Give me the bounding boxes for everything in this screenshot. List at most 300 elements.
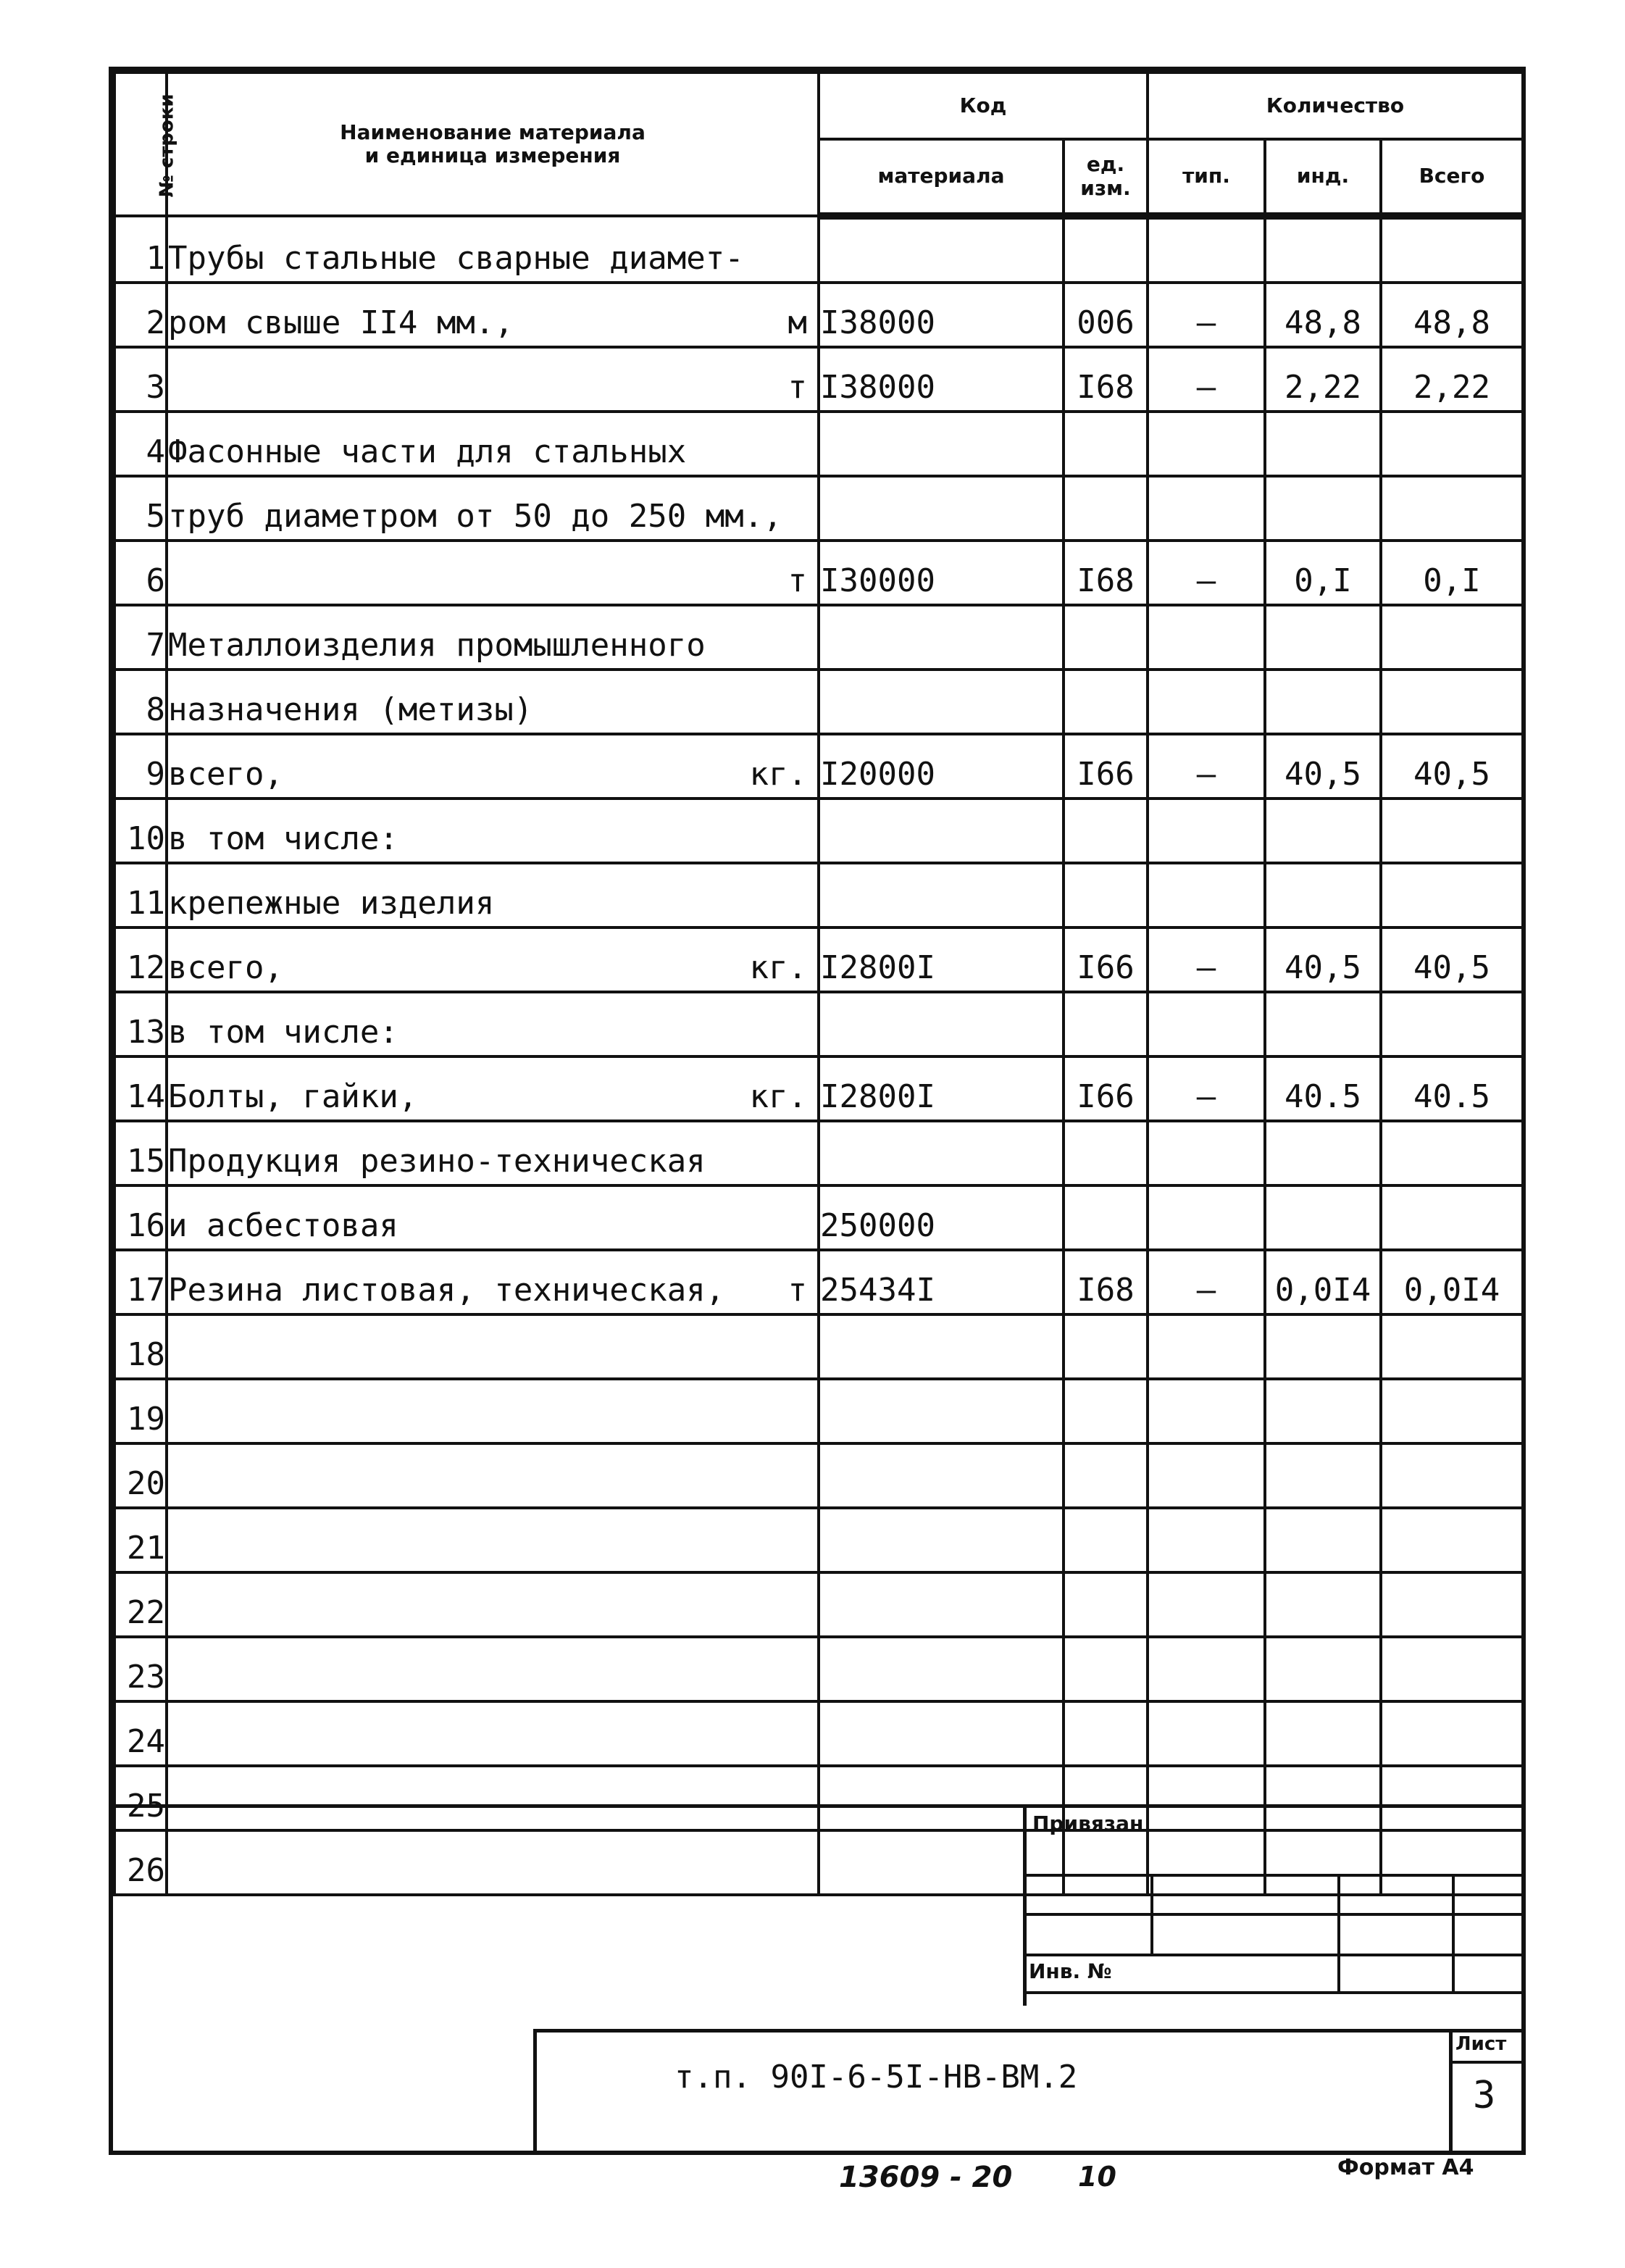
material-name: всего, xyxy=(168,949,283,986)
name-header-line2: и единица измерения xyxy=(364,143,621,167)
quantity-ind-cell xyxy=(1265,1314,1381,1379)
quantity-total-cell xyxy=(1381,1056,1523,1121)
quantity-total: 0,I xyxy=(1423,562,1481,599)
material-name: в том числе: xyxy=(168,820,398,857)
quantity-ind: 0,0I4 xyxy=(1274,1272,1371,1309)
row-number: 26 xyxy=(127,1852,165,1889)
quantity-ind: 40,5 xyxy=(1284,949,1361,986)
material-code-cell xyxy=(819,734,1064,799)
unit-code-cell xyxy=(1064,1250,1148,1314)
row-number-cell xyxy=(114,1379,167,1443)
quantity-total-cell xyxy=(1381,541,1523,605)
unit-code-cell xyxy=(1064,1443,1148,1508)
quantity-total-cell xyxy=(1381,1637,1523,1701)
quantity-typ-cell xyxy=(1148,799,1265,863)
table-row xyxy=(114,1185,1523,1250)
material-code-cell xyxy=(819,863,1064,927)
material-name-cell xyxy=(167,1443,819,1508)
material-name-cell xyxy=(167,283,819,347)
row-number: 23 xyxy=(127,1659,165,1696)
material-name-cell xyxy=(167,927,819,992)
table-row xyxy=(114,1508,1523,1572)
material-name-cell xyxy=(167,734,819,799)
material-name-cell xyxy=(167,670,819,734)
quantity-total-cell xyxy=(1381,412,1523,476)
paper-format-label: Формат А4 xyxy=(1337,2155,1474,2180)
quantity-typ-cell xyxy=(1148,1637,1265,1701)
materials-table xyxy=(113,71,1524,1896)
quantity-total-cell xyxy=(1381,927,1523,992)
material-name-cell xyxy=(167,1379,819,1443)
material-name: Трубы стальные сварные диамет- xyxy=(168,240,744,277)
row-number: 13 xyxy=(127,1014,165,1051)
quantity-ind-cell xyxy=(1265,412,1381,476)
material-code-cell xyxy=(819,1701,1064,1766)
unit-of-measure: кг. xyxy=(749,756,807,793)
unit-code-cell xyxy=(1064,412,1148,476)
row-number: 14 xyxy=(127,1078,165,1115)
material-code-cell xyxy=(819,670,1064,734)
row-number: 21 xyxy=(127,1530,165,1567)
quantity-typ-cell xyxy=(1148,541,1265,605)
unit-code-cell xyxy=(1064,1637,1148,1701)
unit-code-cell xyxy=(1064,734,1148,799)
quantity-typ-cell xyxy=(1148,1701,1265,1766)
material-name-cell xyxy=(167,412,819,476)
row-number-cell xyxy=(114,1185,167,1250)
material-name: и асбестовая xyxy=(168,1207,398,1244)
unit-code: I68 xyxy=(1077,1272,1135,1309)
spec-sheet xyxy=(109,67,1526,2155)
table-row xyxy=(114,412,1523,476)
document-code-block xyxy=(533,2029,1521,2151)
table-row xyxy=(114,992,1523,1056)
material-name-cell xyxy=(167,799,819,863)
unit-code-cell xyxy=(1064,283,1148,347)
row-number-cell xyxy=(114,1121,167,1185)
quantity-typ-cell xyxy=(1148,283,1265,347)
material-code-cell xyxy=(819,1185,1064,1250)
quantity-typ-cell xyxy=(1148,1572,1265,1637)
quantity-ind: 40.5 xyxy=(1284,1078,1361,1115)
quantity-total-cell xyxy=(1381,863,1523,927)
title-block xyxy=(113,1804,1521,2151)
quantity-total: 40,5 xyxy=(1413,756,1490,793)
row-number-cell xyxy=(114,541,167,605)
row-number: 6 xyxy=(146,562,165,599)
quantity-typ-cell xyxy=(1148,216,1265,283)
material-code: I20000 xyxy=(820,756,935,793)
quantity-ind-cell xyxy=(1265,283,1381,347)
quantity-typ-cell xyxy=(1148,734,1265,799)
material-name-cell xyxy=(167,863,819,927)
material-code-cell xyxy=(819,541,1064,605)
quantity-total-cell xyxy=(1381,476,1523,541)
material-code-cell xyxy=(819,927,1064,992)
table-row xyxy=(114,1637,1523,1701)
quantity-typ: – xyxy=(1196,756,1216,793)
material-code-cell xyxy=(819,1637,1064,1701)
quantity-typ-cell xyxy=(1148,863,1265,927)
unit-code-cell xyxy=(1064,670,1148,734)
quantity-typ: – xyxy=(1196,304,1216,341)
material-code-cell xyxy=(819,1056,1064,1121)
unit-code-cell xyxy=(1064,927,1148,992)
material-code-cell xyxy=(819,1508,1064,1572)
quantity-ind-cell xyxy=(1265,541,1381,605)
unit-code-cell xyxy=(1064,1572,1148,1637)
row-number-cell xyxy=(114,1637,167,1701)
unit-of-measure: т xyxy=(788,562,807,599)
material-code-cell xyxy=(819,1443,1064,1508)
row-number-cell xyxy=(114,1250,167,1314)
sheet-label: Лист xyxy=(1455,2033,1507,2055)
row-number-cell xyxy=(114,1314,167,1379)
quantity-total: 2,22 xyxy=(1413,369,1490,406)
row-number-cell xyxy=(114,1701,167,1766)
quantity-total-cell xyxy=(1381,1572,1523,1637)
quantity-typ-cell xyxy=(1148,605,1265,670)
quantity-ind-cell xyxy=(1265,1379,1381,1443)
quantity-ind-cell xyxy=(1265,1185,1381,1250)
sheet-number: 3 xyxy=(1473,2074,1496,2117)
table-row xyxy=(114,541,1523,605)
row-number-cell xyxy=(114,927,167,992)
table-row xyxy=(114,1572,1523,1637)
quantity-ind-cell xyxy=(1265,1701,1381,1766)
quantity-ind-cell xyxy=(1265,670,1381,734)
quantity-typ: – xyxy=(1196,1272,1216,1309)
material-name-cell xyxy=(167,1508,819,1572)
row-number: 20 xyxy=(127,1465,165,1502)
unit-of-measure: кг. xyxy=(749,1078,807,1115)
material-name: крепежные изделия xyxy=(168,885,495,922)
quantity-total-cell xyxy=(1381,670,1523,734)
table-row xyxy=(114,283,1523,347)
row-number: 16 xyxy=(127,1207,165,1244)
unit-code: I66 xyxy=(1077,1078,1135,1115)
row-number: 2 xyxy=(146,304,165,341)
material-code: I2800I xyxy=(820,949,935,986)
unit-code: I66 xyxy=(1077,949,1135,986)
linked-label: Привязан xyxy=(1032,1812,1144,1835)
quantity-total-cell xyxy=(1381,216,1523,283)
quantity-total-cell xyxy=(1381,347,1523,412)
row-number-cell xyxy=(114,799,167,863)
row-number: 7 xyxy=(146,627,165,664)
unit-of-measure: т xyxy=(788,369,807,406)
quantity-typ-cell xyxy=(1148,1250,1265,1314)
row-number: 12 xyxy=(127,949,165,986)
typ-header: тип. xyxy=(1148,139,1265,216)
quantity-total-cell xyxy=(1381,1508,1523,1572)
quantity-typ: – xyxy=(1196,1078,1216,1115)
unit-code-cell xyxy=(1064,1056,1148,1121)
quantity-total-cell xyxy=(1381,283,1523,347)
quantity-ind-cell xyxy=(1265,1443,1381,1508)
unit-code-header xyxy=(1064,139,1148,216)
table-row xyxy=(114,1379,1523,1443)
row-number: 25 xyxy=(127,1788,165,1825)
quantity-ind-cell xyxy=(1265,799,1381,863)
quantity-typ: – xyxy=(1196,949,1216,986)
row-number: 11 xyxy=(127,885,165,922)
quantity-typ-cell xyxy=(1148,412,1265,476)
material-name-cell xyxy=(167,1314,819,1379)
unit-code-cell xyxy=(1064,992,1148,1056)
unit-code-header-line2: изм. xyxy=(1080,175,1131,200)
materials-body xyxy=(114,216,1523,1895)
material-code-cell xyxy=(819,1572,1064,1637)
unit-code-cell xyxy=(1064,216,1148,283)
material-code-cell xyxy=(819,1250,1064,1314)
quantity-ind-cell xyxy=(1265,1637,1381,1701)
unit-of-measure: т xyxy=(788,1272,807,1309)
material-code-cell xyxy=(819,799,1064,863)
table-row xyxy=(114,927,1523,992)
unit-code: I66 xyxy=(1077,756,1135,793)
unit-code-cell xyxy=(1064,347,1148,412)
quantity-total-cell xyxy=(1381,1701,1523,1766)
table-row xyxy=(114,1250,1523,1314)
unit-code-cell xyxy=(1064,1379,1148,1443)
material-name-cell xyxy=(167,1637,819,1701)
row-number-cell xyxy=(114,476,167,541)
table-row xyxy=(114,1121,1523,1185)
quantity-total-cell xyxy=(1381,1185,1523,1250)
quantity-ind-cell xyxy=(1265,992,1381,1056)
row-number: 4 xyxy=(146,433,165,470)
unit-code-cell xyxy=(1064,541,1148,605)
table-row xyxy=(114,347,1523,412)
material-code: I2800I xyxy=(820,1078,935,1115)
table-row xyxy=(114,1701,1523,1766)
row-number-cell xyxy=(114,283,167,347)
quantity-ind: 40,5 xyxy=(1284,756,1361,793)
quantity-total-cell xyxy=(1381,1250,1523,1314)
quantity-ind-cell xyxy=(1265,605,1381,670)
quantity-typ: – xyxy=(1196,562,1216,599)
material-code-cell xyxy=(819,1121,1064,1185)
material-name-cell xyxy=(167,1056,819,1121)
quantity-ind-cell xyxy=(1265,1121,1381,1185)
material-code-header: материала xyxy=(819,139,1064,216)
unit-code-cell xyxy=(1064,476,1148,541)
row-number: 17 xyxy=(127,1272,165,1309)
unit-code-cell xyxy=(1064,1121,1148,1185)
material-name: Металлоизделия промышленного xyxy=(168,627,706,664)
row-number: 5 xyxy=(146,498,165,535)
quantity-ind-cell xyxy=(1265,927,1381,992)
material-name-cell xyxy=(167,1250,819,1314)
material-name: Резина листовая, техническая, xyxy=(168,1272,725,1309)
material-name-cell xyxy=(167,605,819,670)
name-header-line1: Наименование материала xyxy=(340,120,646,144)
quantity-typ: – xyxy=(1196,369,1216,406)
material-name: всего, xyxy=(168,756,283,793)
material-name: труб диаметром от 50 до 250 мм., xyxy=(168,498,782,535)
row-number-cell xyxy=(114,1572,167,1637)
material-name: ром свыше II4 мм., xyxy=(168,304,514,341)
table-row xyxy=(114,1443,1523,1508)
unit-code-cell xyxy=(1064,605,1148,670)
row-number: 18 xyxy=(127,1336,165,1373)
row-number: 9 xyxy=(146,756,165,793)
row-number-header: № строки xyxy=(114,72,167,216)
material-code: I30000 xyxy=(820,562,935,599)
material-code: I38000 xyxy=(820,369,935,406)
row-number-cell xyxy=(114,412,167,476)
row-number: 15 xyxy=(127,1143,165,1180)
quantity-ind-cell xyxy=(1265,476,1381,541)
material-code-cell xyxy=(819,1379,1064,1443)
quantity-typ-cell xyxy=(1148,1508,1265,1572)
quantity-ind-cell xyxy=(1265,347,1381,412)
material-code: 25434I xyxy=(820,1272,935,1309)
quantity-typ-cell xyxy=(1148,1443,1265,1508)
material-code-cell xyxy=(819,412,1064,476)
handwritten-registration-number: 13609 - 20 xyxy=(839,2161,1013,2194)
quantity-ind-cell xyxy=(1265,1572,1381,1637)
table-row xyxy=(114,476,1523,541)
unit-code-cell xyxy=(1064,1508,1148,1572)
quantity-total-cell xyxy=(1381,734,1523,799)
material-name-cell xyxy=(167,1572,819,1637)
table-row xyxy=(114,670,1523,734)
ind-header: инд. xyxy=(1265,139,1381,216)
material-code-cell xyxy=(819,992,1064,1056)
quantity-ind-cell xyxy=(1265,1508,1381,1572)
name-header xyxy=(167,72,819,216)
row-number: 19 xyxy=(127,1401,165,1438)
material-name: в том числе: xyxy=(168,1014,398,1051)
row-number-cell xyxy=(114,670,167,734)
material-name: Продукция резино-техническая xyxy=(168,1143,706,1180)
quantity-header: Количество xyxy=(1148,72,1523,139)
quantity-ind: 48,8 xyxy=(1284,304,1361,341)
document-code: т.п. 90I-6-5I-НВ-ВМ.2 xyxy=(674,2059,1078,2096)
quantity-total-cell xyxy=(1381,992,1523,1056)
quantity-ind-cell xyxy=(1265,216,1381,283)
table-row xyxy=(114,1314,1523,1379)
unit-code-cell xyxy=(1064,799,1148,863)
unit-code-cell xyxy=(1064,1314,1148,1379)
material-name-cell xyxy=(167,347,819,412)
material-code-cell xyxy=(819,216,1064,283)
row-number: 3 xyxy=(146,369,165,406)
quantity-ind-cell xyxy=(1265,863,1381,927)
table-row xyxy=(114,863,1523,927)
row-number-cell xyxy=(114,347,167,412)
quantity-typ-cell xyxy=(1148,1314,1265,1379)
unit-code-header-line1: ед. xyxy=(1086,152,1125,177)
material-code-cell xyxy=(819,283,1064,347)
row-number-cell xyxy=(114,605,167,670)
table-row xyxy=(114,734,1523,799)
quantity-total-cell xyxy=(1381,1443,1523,1508)
row-number-cell xyxy=(114,1443,167,1508)
quantity-typ-cell xyxy=(1148,992,1265,1056)
row-number-cell xyxy=(114,1056,167,1121)
quantity-typ-cell xyxy=(1148,1185,1265,1250)
material-code: 250000 xyxy=(820,1207,935,1244)
material-name-cell xyxy=(167,541,819,605)
quantity-total: 0,0I4 xyxy=(1403,1272,1500,1309)
unit-code: I68 xyxy=(1077,562,1135,599)
table-row xyxy=(114,605,1523,670)
material-name-cell xyxy=(167,1121,819,1185)
table-row xyxy=(114,799,1523,863)
unit-code-cell xyxy=(1064,863,1148,927)
quantity-total-cell xyxy=(1381,1314,1523,1379)
quantity-total: 48,8 xyxy=(1413,304,1490,341)
quantity-typ-cell xyxy=(1148,1056,1265,1121)
total-header: Всего xyxy=(1381,139,1523,216)
row-number-cell xyxy=(114,1508,167,1572)
material-name: Фасонные части для стальных xyxy=(168,433,687,470)
handwritten-page-number: 10 xyxy=(1078,2161,1116,2193)
material-name-cell xyxy=(167,1185,819,1250)
row-number: 24 xyxy=(127,1723,165,1760)
quantity-ind-cell xyxy=(1265,1056,1381,1121)
material-name-cell xyxy=(167,216,819,283)
quantity-ind: 0,I xyxy=(1294,562,1352,599)
material-code: I38000 xyxy=(820,304,935,341)
quantity-typ-cell xyxy=(1148,347,1265,412)
row-number: 1 xyxy=(146,240,165,277)
quantity-typ-cell xyxy=(1148,670,1265,734)
row-number: 8 xyxy=(146,691,165,728)
material-name-cell xyxy=(167,1701,819,1766)
unit-code-cell xyxy=(1064,1185,1148,1250)
material-code-cell xyxy=(819,1314,1064,1379)
unit-code-cell xyxy=(1064,1701,1148,1766)
material-name: Болты, гайки, xyxy=(168,1078,418,1115)
material-code-cell xyxy=(819,347,1064,412)
quantity-total: 40,5 xyxy=(1413,949,1490,986)
inventory-label: Инв. № xyxy=(1029,1959,1112,1983)
quantity-ind-cell xyxy=(1265,1250,1381,1314)
material-code-cell xyxy=(819,476,1064,541)
row-number: 22 xyxy=(127,1594,165,1631)
quantity-total-cell xyxy=(1381,1379,1523,1443)
quantity-total: 40.5 xyxy=(1413,1078,1490,1115)
row-number-cell xyxy=(114,863,167,927)
quantity-total-cell xyxy=(1381,605,1523,670)
unit-code: I68 xyxy=(1077,369,1135,406)
sheet-number-cell xyxy=(1449,2029,1521,2151)
table-row xyxy=(114,216,1523,283)
code-header: Код xyxy=(819,72,1148,139)
quantity-typ-cell xyxy=(1148,1121,1265,1185)
quantity-typ-cell xyxy=(1148,927,1265,992)
quantity-ind: 2,22 xyxy=(1284,369,1361,406)
row-number-cell xyxy=(114,734,167,799)
quantity-typ-cell xyxy=(1148,476,1265,541)
material-code-cell xyxy=(819,605,1064,670)
table-row xyxy=(114,1056,1523,1121)
material-name-cell xyxy=(167,476,819,541)
quantity-total-cell xyxy=(1381,1121,1523,1185)
material-name: назначения (метизы) xyxy=(168,691,533,728)
quantity-typ-cell xyxy=(1148,1379,1265,1443)
quantity-ind-cell xyxy=(1265,734,1381,799)
row-number-cell xyxy=(114,992,167,1056)
material-name-cell xyxy=(167,992,819,1056)
unit-of-measure: кг. xyxy=(749,949,807,986)
row-number: 10 xyxy=(127,820,165,857)
unit-code: 006 xyxy=(1077,304,1135,341)
